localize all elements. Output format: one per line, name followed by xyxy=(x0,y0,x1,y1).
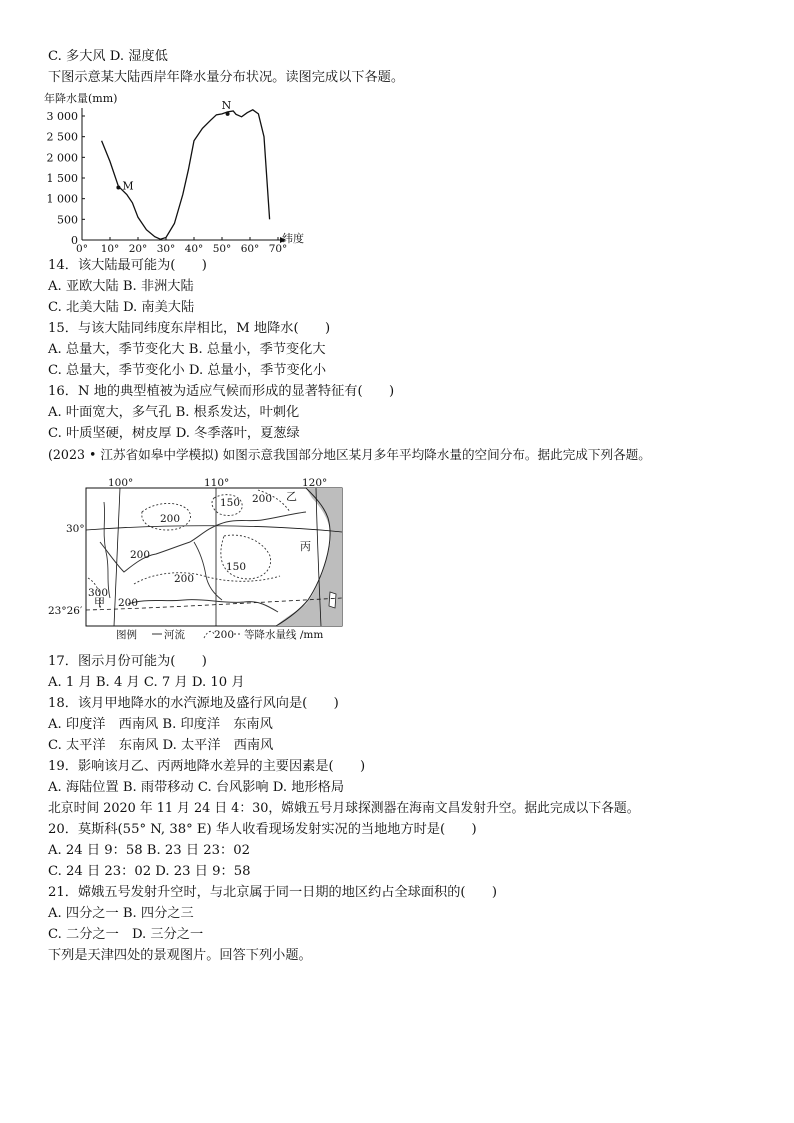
question-15-options-ab: A. 总量大，季节变化大 B. 总量小，季节变化大 xyxy=(48,342,326,357)
line-intro-chart: 下图示意某大陆西岸年降水量分布状况。读图完成以下各题。 xyxy=(48,70,405,85)
isohyet-label: 200 xyxy=(160,513,181,525)
x-tick-label: 20° xyxy=(128,243,148,255)
x-tick-label: 30° xyxy=(156,243,176,255)
x-tick-label: 50° xyxy=(212,243,232,255)
x-tick-label: 60° xyxy=(240,243,260,255)
question-16-options-ab: A. 叶面宽大，多气孔 B. 根系发达，叶刺化 xyxy=(48,405,300,420)
isohyet-label: 200 xyxy=(252,493,273,505)
y-tick-label: 1 000 xyxy=(46,192,78,206)
question-18: 18．该月甲地降水的水汽源地及盛行风向是( ) xyxy=(48,696,339,711)
island xyxy=(329,592,336,608)
question-18-options-ab: A. 印度洋 西南风 B. 印度洋 东南风 xyxy=(48,717,273,732)
lon-label-100: 100° xyxy=(108,477,134,489)
lat-label-30: 30° xyxy=(66,523,85,535)
question-20-options-cd: C. 24 日 23：02 D. 23 日 9：58 xyxy=(48,864,251,879)
intro-launch: 北京时间 2020 年 11 月 24 日 4：30，嫦娥五号月球探测器在海南文昌发射升空。据此完成以下各题。 xyxy=(48,801,640,816)
precipitation-latitude-chart xyxy=(44,88,314,258)
precipitation-curve xyxy=(102,110,270,239)
question-20-options-ab: A. 24 日 9：58 B. 23 日 23：02 xyxy=(48,843,250,858)
legend-isohyet-symbol xyxy=(204,631,214,638)
isohyet-label: 200 xyxy=(118,597,139,609)
question-17: 17．图示月份可能为( ) xyxy=(48,654,207,669)
point-label-n: N xyxy=(221,98,232,112)
intro-landscape: 下列是天津四处的景观图片。回答下列小题。 xyxy=(48,948,312,963)
point-marker-m xyxy=(116,186,120,190)
isohyet-label: 200 xyxy=(174,573,195,585)
question-14-options-ab: A. 亚欧大陆 B. 非洲大陆 xyxy=(48,279,194,294)
y-tick-label: 500 xyxy=(57,213,78,227)
y-tick-label: 2 500 xyxy=(46,130,78,144)
y-tick-label: 0 xyxy=(71,234,78,247)
place-label-bing: 丙 xyxy=(300,540,311,553)
question-16-options-cd: C. 叶质坚硬，树皮厚 D. 冬季落叶，夏葱绿 xyxy=(48,426,300,441)
point-marker-n xyxy=(226,112,230,116)
x-tick-label: 40° xyxy=(184,243,204,255)
intro-map: (2023 • 江苏省如皋中学模拟) 如图示意我国部分地区某月多年平均降水量的空间分布。据此完成下列各题。 xyxy=(48,447,651,462)
question-18-options-cd: C. 太平洋 东南风 D. 太平洋 西南风 xyxy=(48,738,274,753)
isohyet-label: 150 xyxy=(226,561,247,573)
question-14-options-cd: C. 北美大陆 D. 南美大陆 xyxy=(48,300,195,315)
question-15: 15．与该大陆同纬度东岸相比，M 地降水( ) xyxy=(48,321,331,336)
y-tick-label: 2 000 xyxy=(46,151,78,165)
isohyet-label: 150 xyxy=(220,497,241,509)
question-21: 21．嫦娥五号发射升空时，与北京属于同一日期的地区约占全球面积的( ) xyxy=(48,885,498,900)
question-21-options-cd: C. 二分之一 D. 三分之一 xyxy=(48,927,204,942)
point-label-m: M xyxy=(122,179,134,193)
x-tick-label: 0° xyxy=(76,243,88,255)
question-19-options: A. 海陆位置 B. 雨带移动 C. 台风影响 D. 地形格局 xyxy=(48,780,345,795)
legend-isohyet: 等降水量线 /mm xyxy=(244,629,324,641)
question-16: 16．N 地的典型植被为适应气候而形成的显著特征有( ) xyxy=(48,384,395,399)
y-tick-label: 3 000 xyxy=(46,110,78,123)
place-label-jia: 甲 xyxy=(94,596,105,609)
isohyet-label: 200 xyxy=(130,549,151,561)
lon-label-110: 110° xyxy=(204,477,230,489)
question-20: 20．莫斯科(55° N, 38° E) 华人收看现场发射实况的当地地方时是( ) xyxy=(48,822,477,837)
place-label-yi: 乙 xyxy=(286,490,297,503)
isohyet-label: 300 xyxy=(88,587,109,599)
legend-title: 图例 xyxy=(116,629,137,641)
y-axis-label: 年降水量(mm) xyxy=(44,92,118,105)
x-tick-label: 10° xyxy=(100,243,120,255)
x-tick-label: 70° xyxy=(268,243,288,255)
question-17-options: A. 1 月 B. 4 月 C. 7 月 D. 10 月 xyxy=(48,675,245,690)
legend-river: 河流 xyxy=(164,629,185,641)
x-axis-label: 纬度 xyxy=(282,232,304,245)
question-21-options-ab: A. 四分之一 B. 四分之三 xyxy=(48,906,194,921)
question-15-options-cd: C. 总量大，季节变化小 D. 总量小，季节变化小 xyxy=(48,363,327,378)
y-tick-label: 1 500 xyxy=(46,172,78,185)
line-question-option: C. 多大风 D. 湿度低 xyxy=(48,49,168,64)
lon-label-120: 120° xyxy=(302,477,328,489)
legend-isohyet-value: 200 xyxy=(214,629,235,641)
question-14: 14．该大陆最可能为( ) xyxy=(48,258,207,273)
question-19: 19．影响该月乙、丙两地降水差异的主要因素是( ) xyxy=(48,759,366,774)
china-precipitation-map xyxy=(44,472,354,644)
lat-label-tropic: 23°26′ xyxy=(48,605,83,617)
